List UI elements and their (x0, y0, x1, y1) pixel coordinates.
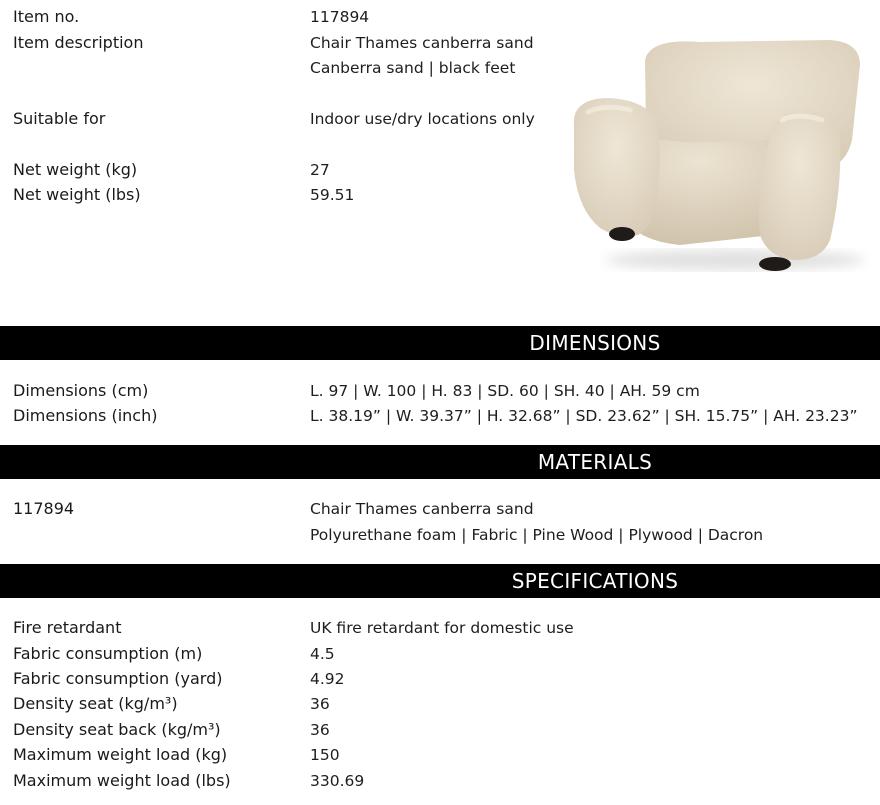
spec-value: 4.92 (310, 670, 345, 688)
item-description-label: Item description (13, 33, 144, 52)
spec-value: 150 (310, 746, 340, 764)
dimensions-inch-value: L. 38.19” | W. 39.37” | H. 32.68” | SD. 23.62” | SH. 15.75” | AH. 23.23” (310, 407, 858, 425)
specifications-title: SPECIFICATIONS (511, 569, 679, 593)
materials-title: MATERIALS (537, 450, 653, 474)
spec-value: UK fire retardant for domestic use (310, 619, 574, 637)
item-no-label: Item no. (13, 7, 80, 26)
suitable-for-label: Suitable for (13, 109, 106, 128)
item-description-line2: Canberra sand | black feet (310, 59, 516, 77)
dimensions-inch-label: Dimensions (inch) (13, 406, 158, 425)
net-weight-kg-label: Net weight (kg) (13, 160, 138, 179)
net-weight-lbs-label: Net weight (lbs) (13, 185, 141, 204)
spec-value: 330.69 (310, 772, 365, 790)
spec-label: Fabric consumption (m) (13, 644, 203, 663)
item-no-value: 117894 (310, 8, 370, 26)
dimensions-header (0, 326, 880, 360)
materials-line1: Chair Thames canberra sand (310, 500, 534, 518)
spec-value: 36 (310, 721, 330, 739)
spec-value: 36 (310, 695, 330, 713)
net-weight-lbs-value: 59.51 (310, 186, 355, 204)
spec-label: Fire retardant (13, 618, 122, 637)
specifications-header (0, 564, 880, 598)
spec-label: Density seat (kg/m³) (13, 694, 178, 713)
suitable-for-value: Indoor use/dry locations only (310, 110, 535, 128)
dimensions-cm-value: L. 97 | W. 100 | H. 83 | SD. 60 | SH. 40 | AH. 59 cm (310, 382, 700, 400)
dimensions-cm-label: Dimensions (cm) (13, 381, 149, 400)
item-description-line1: Chair Thames canberra sand (310, 34, 534, 52)
materials-line2: Polyurethane foam | Fabric | Pine Wood | Plywood | Dacron (310, 526, 764, 544)
spec-label: Fabric consumption (yard) (13, 669, 223, 688)
spec-label: Maximum weight load (kg) (13, 745, 228, 764)
spec-value: 4.5 (310, 645, 335, 663)
spec-label: Density seat back (kg/m³) (13, 720, 221, 739)
materials-item-label: 117894 (13, 499, 75, 518)
spec-label: Maximum weight load (lbs) (13, 771, 231, 790)
armchair-photo-icon (560, 20, 880, 290)
dimensions-title: DIMENSIONS (529, 331, 661, 355)
net-weight-kg-value: 27 (310, 161, 330, 179)
materials-header (0, 445, 880, 479)
